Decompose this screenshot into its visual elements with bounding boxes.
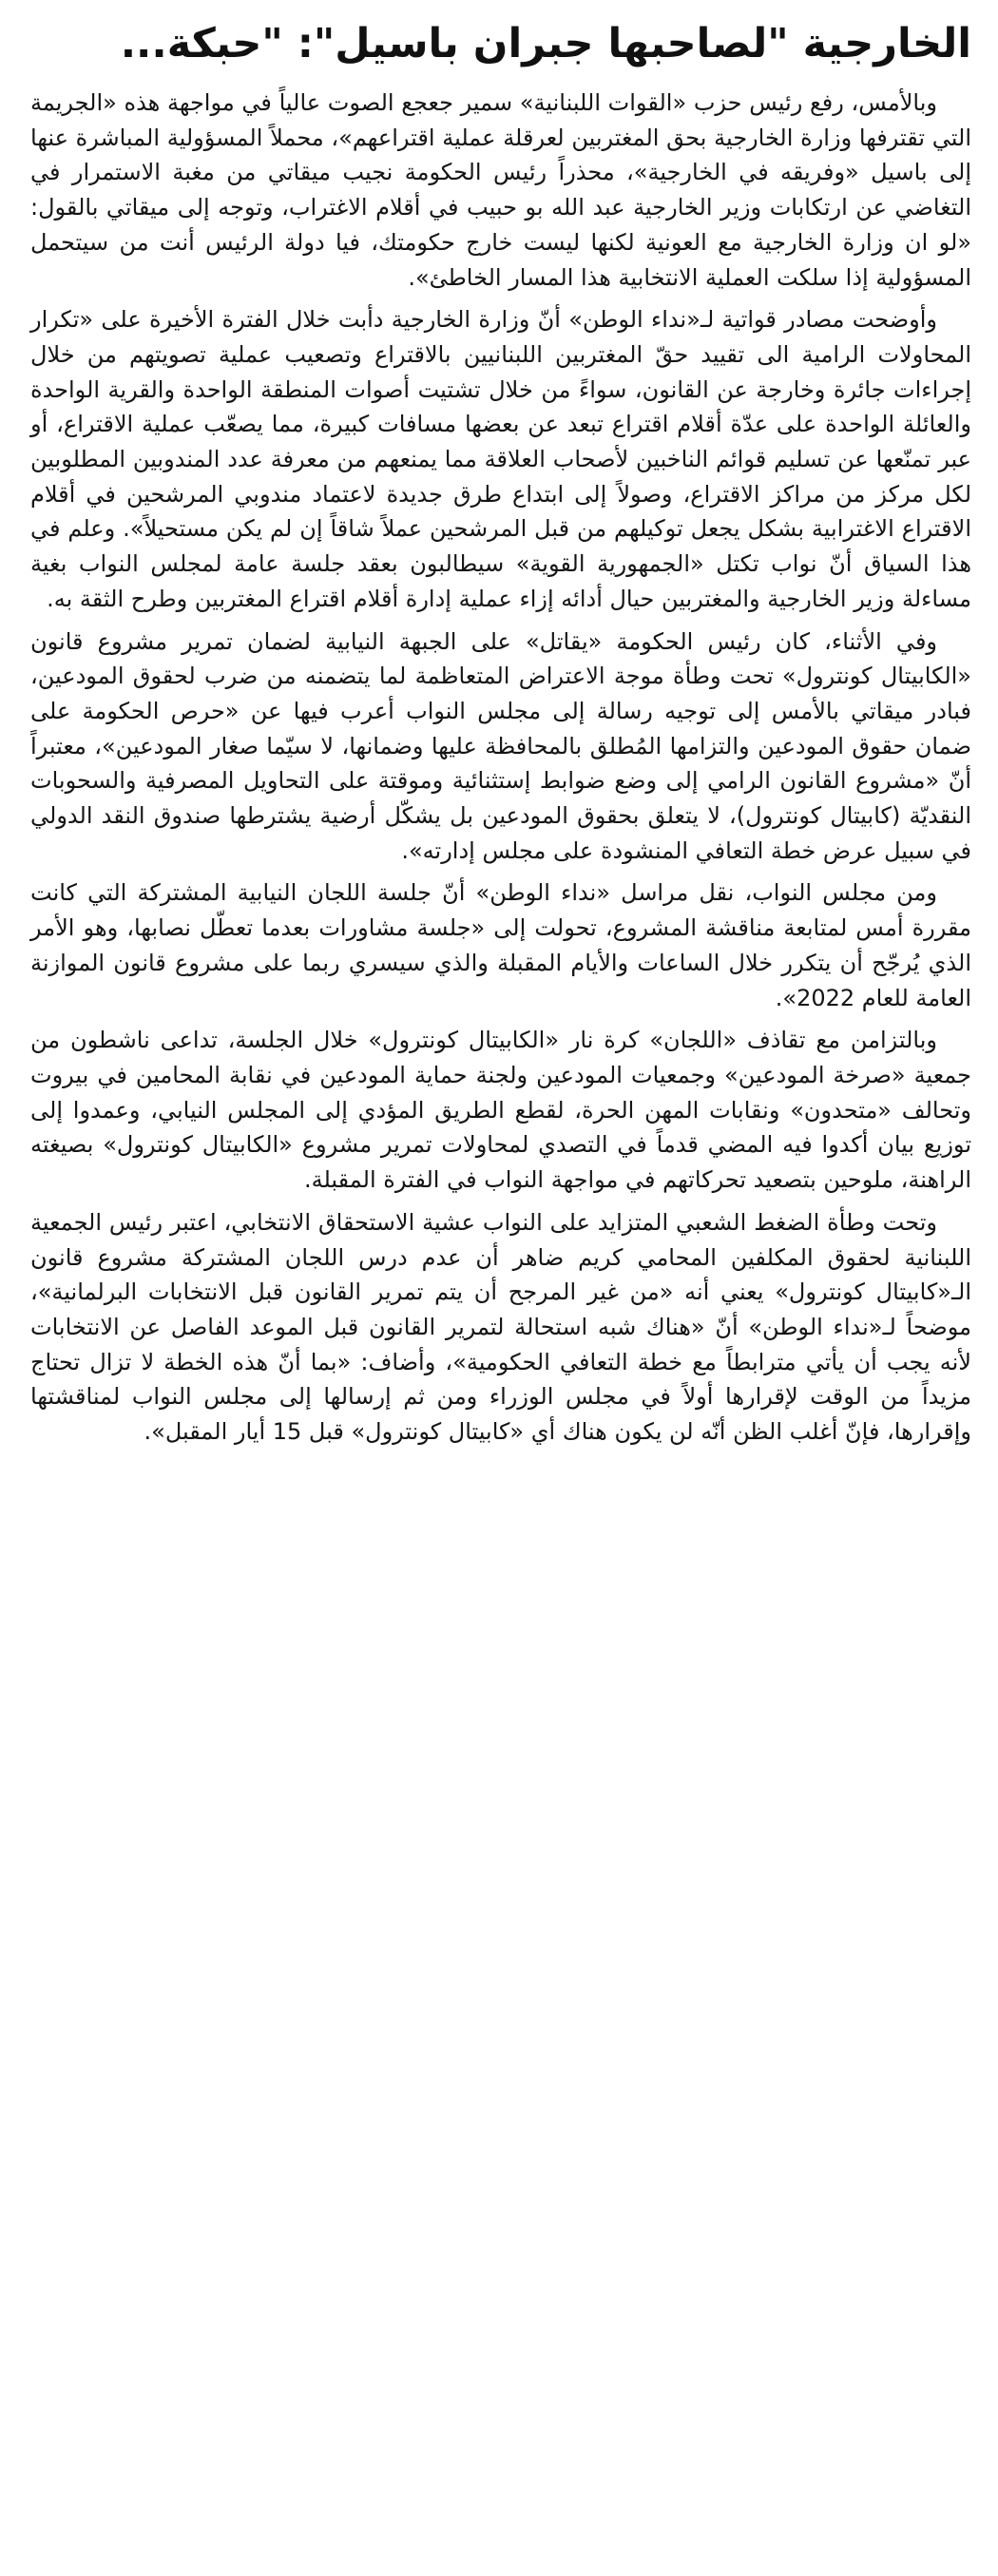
- article-paragraph: وبالتزامن مع تقاذف «اللجان» كرة نار «الكابيتال كونترول» خلال الجلسة، تداعى ناشطون من جمعية «صرخة المودعين» وجمعيات المودعين ولجنة حماية المودعين في نقابة المحامين في بيروت وتحالف «متحدون» ونقابات المهن الحرة، لقطع الطريق المؤدي إلى المجلس النيابي، وعمدوا إلى توزيع بيان أكدوا فيه المضي قدماً في التصدي لمحاولات تمرير مشروع «الكابيتال كونترول» بصيغته الراهنة، ملوحين بتصعيد تحركاتهم في مواجهة النواب في الفترة المقبلة.: [30, 1027, 971, 1194]
- article-paragraph: وبالأمس، رفع رئيس حزب «القوات اللبنانية» سمير جعجع الصوت عالياً في مواجهة هذه «الجريمة التي تقترفها وزارة الخارجية بحق المغتربين لعرقلة عملية اقتراعهم»، محملاً المسؤولية المباشرة عنها إلى باسيل «وفريقه في الخارجية»، محذراً رئيس الحكومة نجيب ميقاتي من مغبة الاستمرار في التغاضي عن ارتكابات وزير الخارجية عبد الله بو حبيب في أقلام الاغتراب، وتوجه إلى ميقاتي بالقول: «لو ان وزارة الخارجية مع العونية لكنها ليست خارج حكومتك، فيا دولة الرئيس أنت من سيتحمل المسؤولية إذا سلكت العملية الانتخابية هذا المسار الخاطئ».: [30, 89, 971, 291]
- article-paragraph: وأوضحت مصادر قواتية لـ«نداء الوطن» أنّ وزارة الخارجية دأبت خلال الفترة الأخيرة على «تكرار المحاولات الرامية الى تقييد حقّ المغتربين اللبنانيين بالاقتراع وتصعيب عملية تصويتهم من خلال إجراءات جائرة وخارجة عن القانون، سواءً من خلال تشتيت أصوات المنطقة الواحدة والقرية الواحدة والعائلة الواحدة على عدّة أقلام اقتراع تبعد عن بعضها مسافات كبيرة، مما يصعّب عملية الاقتراع، أو عبر تمنّعها عن تسليم قوائم الناخبين لأصحاب العلاقة مما يمنعهم من معرفة عدد المندوبين المطلوبين لكل مركز من مراكز الاقتراع، وصولاً إلى ابتداع طرق جديدة لاعتماد مندوبي المرشحين في أقلام الاقتراع الاغترابية بشكل يجعل توكيلهم من قبل المرشحين عملاً شاقاً إن لم يكن مستحيلاً». وعلم في هذا السياق أنّ نواب تكتل «الجمهورية القوية» سيطالبون بعقد جلسة عامة لمجلس النواب بغية مساءلة وزير الخارجية والمغتربين حيال أدائه إزاء عملية إدارة أقلام اقتراع المغتربين وطرح الثقة به.: [30, 306, 971, 612]
- article-paragraph: وتحت وطأة الضغط الشعبي المتزايد على النواب عشية الاستحقاق الانتخابي، اعتبر رئيس الجمعية اللبنانية لحقوق المكلفين المحامي كريم ضاهر أن عدم درس اللجان المشتركة مشروع قانون الـ«كابيتال كونترول» يعني أنه «من غير المرجح أن يتم تمرير القانون قبل الانتخابات البرلمانية»، موضحاً لـ«نداء الوطن» أنّ «هناك شبه استحالة لتمرير القانون قبل الموعد الفاصل عن الانتخابات لأنه يجب أن يأتي مترابطاً مع خطة التعافي الحكومية»، وأضاف: «بما أنّ هذه الخطة لا تزال تحتاج مزيداً من الوقت لإقرارها أولاً في مجلس الوزراء ومن ثم إرسالها إلى مجلس النواب لمناقشتها وإقرارها، فإنّ أغلب الظن أنّه لن يكون هناك أي «كابيتال كونترول» قبل 15 أيار المقبل».: [30, 1208, 971, 1446]
- article-headline: الخارجية "لصاحبها جبران باسيل": "حبكة...: [120, 20, 971, 67]
- article-paragraph: وفي الأثناء، كان رئيس الحكومة «يقاتل» على الجبهة النيابية لضمان تمرير مشروع قانون «الكابيتال كونترول» تحت وطأة موجة الاعتراض المتعاظمة لما يتضمنه من ضرب لحقوق المودعين، فبادر ميقاتي بالأمس إلى توجيه رسالة إلى مجلس النواب أعرب فيها عن «حرص الحكومة على ضمان حقوق المودعين والتزامها المُطلق بالمحافظة عليها وضمانها، لا سيّما صغار المودعين»، معتبراً أنّ «مشروع القانون الرامي إلى وضع ضوابط إستثنائية وموقتة على التحاويل المصرفية والسحوبات النقديّة (كابيتال كونترول)، لا يتعلق بحقوق المودعين بل يشكّل أرضية يشترطها صندوق النقد الدولي في سبيل عرض خطة التعافي المنشودة على مجلس إدارته».: [30, 627, 971, 864]
- article-body: [30, 86, 971, 1450]
- article-paragraph: ومن مجلس النواب، نقل مراسل «نداء الوطن» أنّ جلسة اللجان النيابية المشتركة التي كانت مقررة أمس لمتابعة مناقشة المشروع، تحولت إلى «جلسة مشاورات بعدما تعطّل نصابها، وهو الأمر الذي يُرجّح أن يتكرر خلال الساعات والأيام المقبلة والذي سيسري ربما على مشروع قانون الموازنة العامة للعام 2022».: [30, 879, 971, 1011]
